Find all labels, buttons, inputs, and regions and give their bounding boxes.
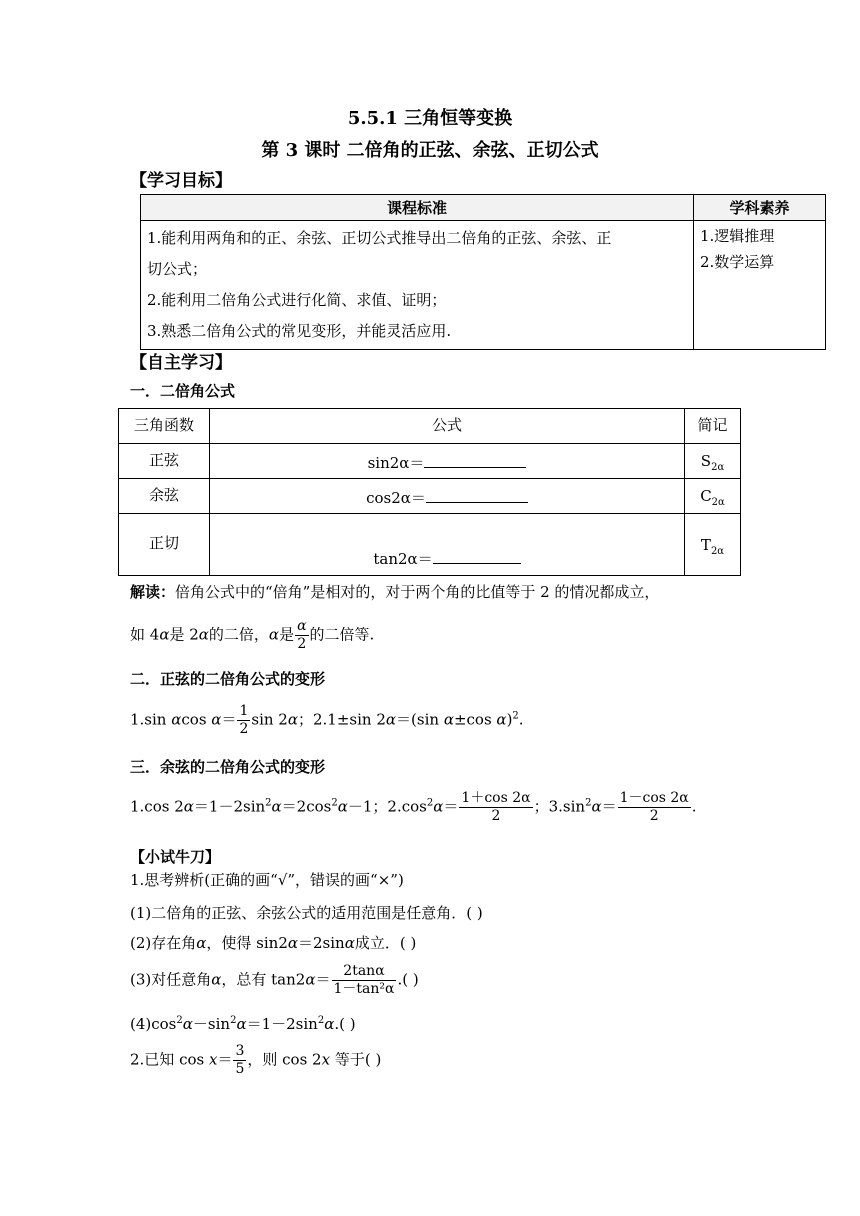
literacy-item: 2.数学运算 — [700, 253, 775, 271]
goals-standards-cell — [141, 221, 694, 350]
table-row — [119, 514, 741, 576]
goals-literacy-cell — [694, 221, 826, 350]
question-1: 1.思考辨析(正确的画“√”，错误的画“×”) — [130, 871, 404, 889]
note-label: 解读： — [130, 583, 176, 601]
literacy-item: 1.逻辑推理 — [700, 227, 775, 245]
row-name: 正切 — [119, 514, 210, 576]
self-study-heading: 【自主学习】 — [130, 353, 232, 373]
goal-line: 3.熟悉二倍角公式的常见变形，并能灵活应用. — [147, 322, 452, 340]
note-line2: 如 4α是 2α的二倍，α是 $\frac{\alpha}{2}$ 的二倍等. — [130, 618, 375, 652]
fraction: $\frac{1}{2}$ — [239, 703, 249, 737]
col-header-function: 三角函数 — [119, 409, 210, 444]
goals-col-literacy: 学科素养 — [694, 195, 826, 221]
question-2: 2.已知 cos x＝ $\frac{3}{5}$ ，则 cos 2x 等于( ) — [130, 1043, 382, 1077]
answer-blank[interactable] — [433, 549, 521, 564]
fraction: $\frac{1+\cos 2\alpha}{2}$ — [461, 790, 531, 824]
formula-table — [118, 408, 741, 576]
title-period: 第 3 课时 二倍角的正弦、余弦、正切公式 — [261, 140, 599, 161]
abbr: S — [700, 452, 712, 470]
fraction: $\frac{\alpha}{2}$ — [297, 618, 307, 652]
goal-line: 切公式； — [147, 260, 208, 278]
col-header-formula: 公式 — [210, 409, 685, 444]
answer-blank[interactable] — [424, 453, 526, 468]
question-1-item-3: (3)对任意角α，总有 tan2α＝ $\frac{2\tan\alpha}{\text{1－tan²α}}$ .( ) — [130, 963, 419, 997]
fraction: $\frac{1-\cos 2\alpha}{2}$ — [619, 790, 689, 824]
formula-lhs: sin2α＝ — [367, 454, 425, 472]
section2-formula: 1.sin αcos α＝ $\frac{1}{2}$ sin 2α；2.1±sin 2α＝(sin α±cos α)$^2$. — [130, 703, 524, 737]
abbr: T — [700, 536, 711, 554]
goal-line: 2.能利用二倍角公式进行化简、求值、证明； — [147, 291, 447, 309]
abbr-sub: 2α — [711, 497, 725, 508]
abbr: C — [700, 487, 712, 505]
col-header-abbr: 简记 — [685, 409, 741, 444]
goals-col-standard: 课程标准 — [141, 195, 694, 221]
formula-lhs: tan2α＝ — [373, 550, 433, 568]
section2-heading: 二．正弦的二倍角公式的变形 — [130, 670, 326, 688]
practice-heading: 【小试牛刀】 — [130, 848, 221, 866]
goal-line: 1.能利用两角和的正、余弦、正切公式推导出二倍角的正弦、余弦、正 — [147, 229, 612, 247]
title-lesson: 5.5.1 三角恒等变换 — [347, 108, 513, 129]
table-row — [119, 479, 741, 514]
section3-formula: 1.cos $2\alpha=1-2\sin^2\alpha=2\cos^2\alpha-1$；$2.\cos^2\alpha=$ $\frac{1+\cos 2\alpha}{2}$ ；$3.\sin^2\alpha=$ $\frac{1-\cos 2\alpha}{2}$ . — [130, 790, 697, 824]
note-line1: 解读：倍角公式中的“倍角”是相对的，对于两个角的比值等于 2 的情况都成立， — [130, 583, 660, 601]
goals-table — [140, 194, 826, 350]
question-1-item-4: $(4)\cos^2\alpha-\sin^2\alpha=1-2\sin^2\alpha$.( ) — [130, 1015, 356, 1033]
answer-blank[interactable] — [426, 488, 528, 503]
row-name: 余弦 — [119, 479, 210, 514]
table-row — [119, 444, 741, 479]
abbr-sub: 2α — [710, 546, 725, 557]
row-name: 正弦 — [119, 444, 210, 479]
question-1-item-2: (2)存在角α，使得 sin2α＝2sinα成立．( ) — [130, 934, 417, 952]
question-1-item-1: (1)二倍角的正弦、余弦公式的适用范围是任意角．( ) — [130, 904, 483, 922]
fraction: $\frac{2\tan\alpha}{\text{1－tan²α}}$ — [333, 963, 395, 997]
goals-heading: 【学习目标】 — [130, 171, 232, 191]
abbr-sub: 2α — [711, 462, 725, 473]
fraction: $\frac{3}{5}$ — [235, 1043, 245, 1077]
section1-heading: 一．二倍角公式 — [130, 382, 236, 400]
formula-lhs: cos2α＝ — [366, 489, 426, 507]
section3-heading: 三．余弦的二倍角公式的变形 — [130, 758, 326, 776]
